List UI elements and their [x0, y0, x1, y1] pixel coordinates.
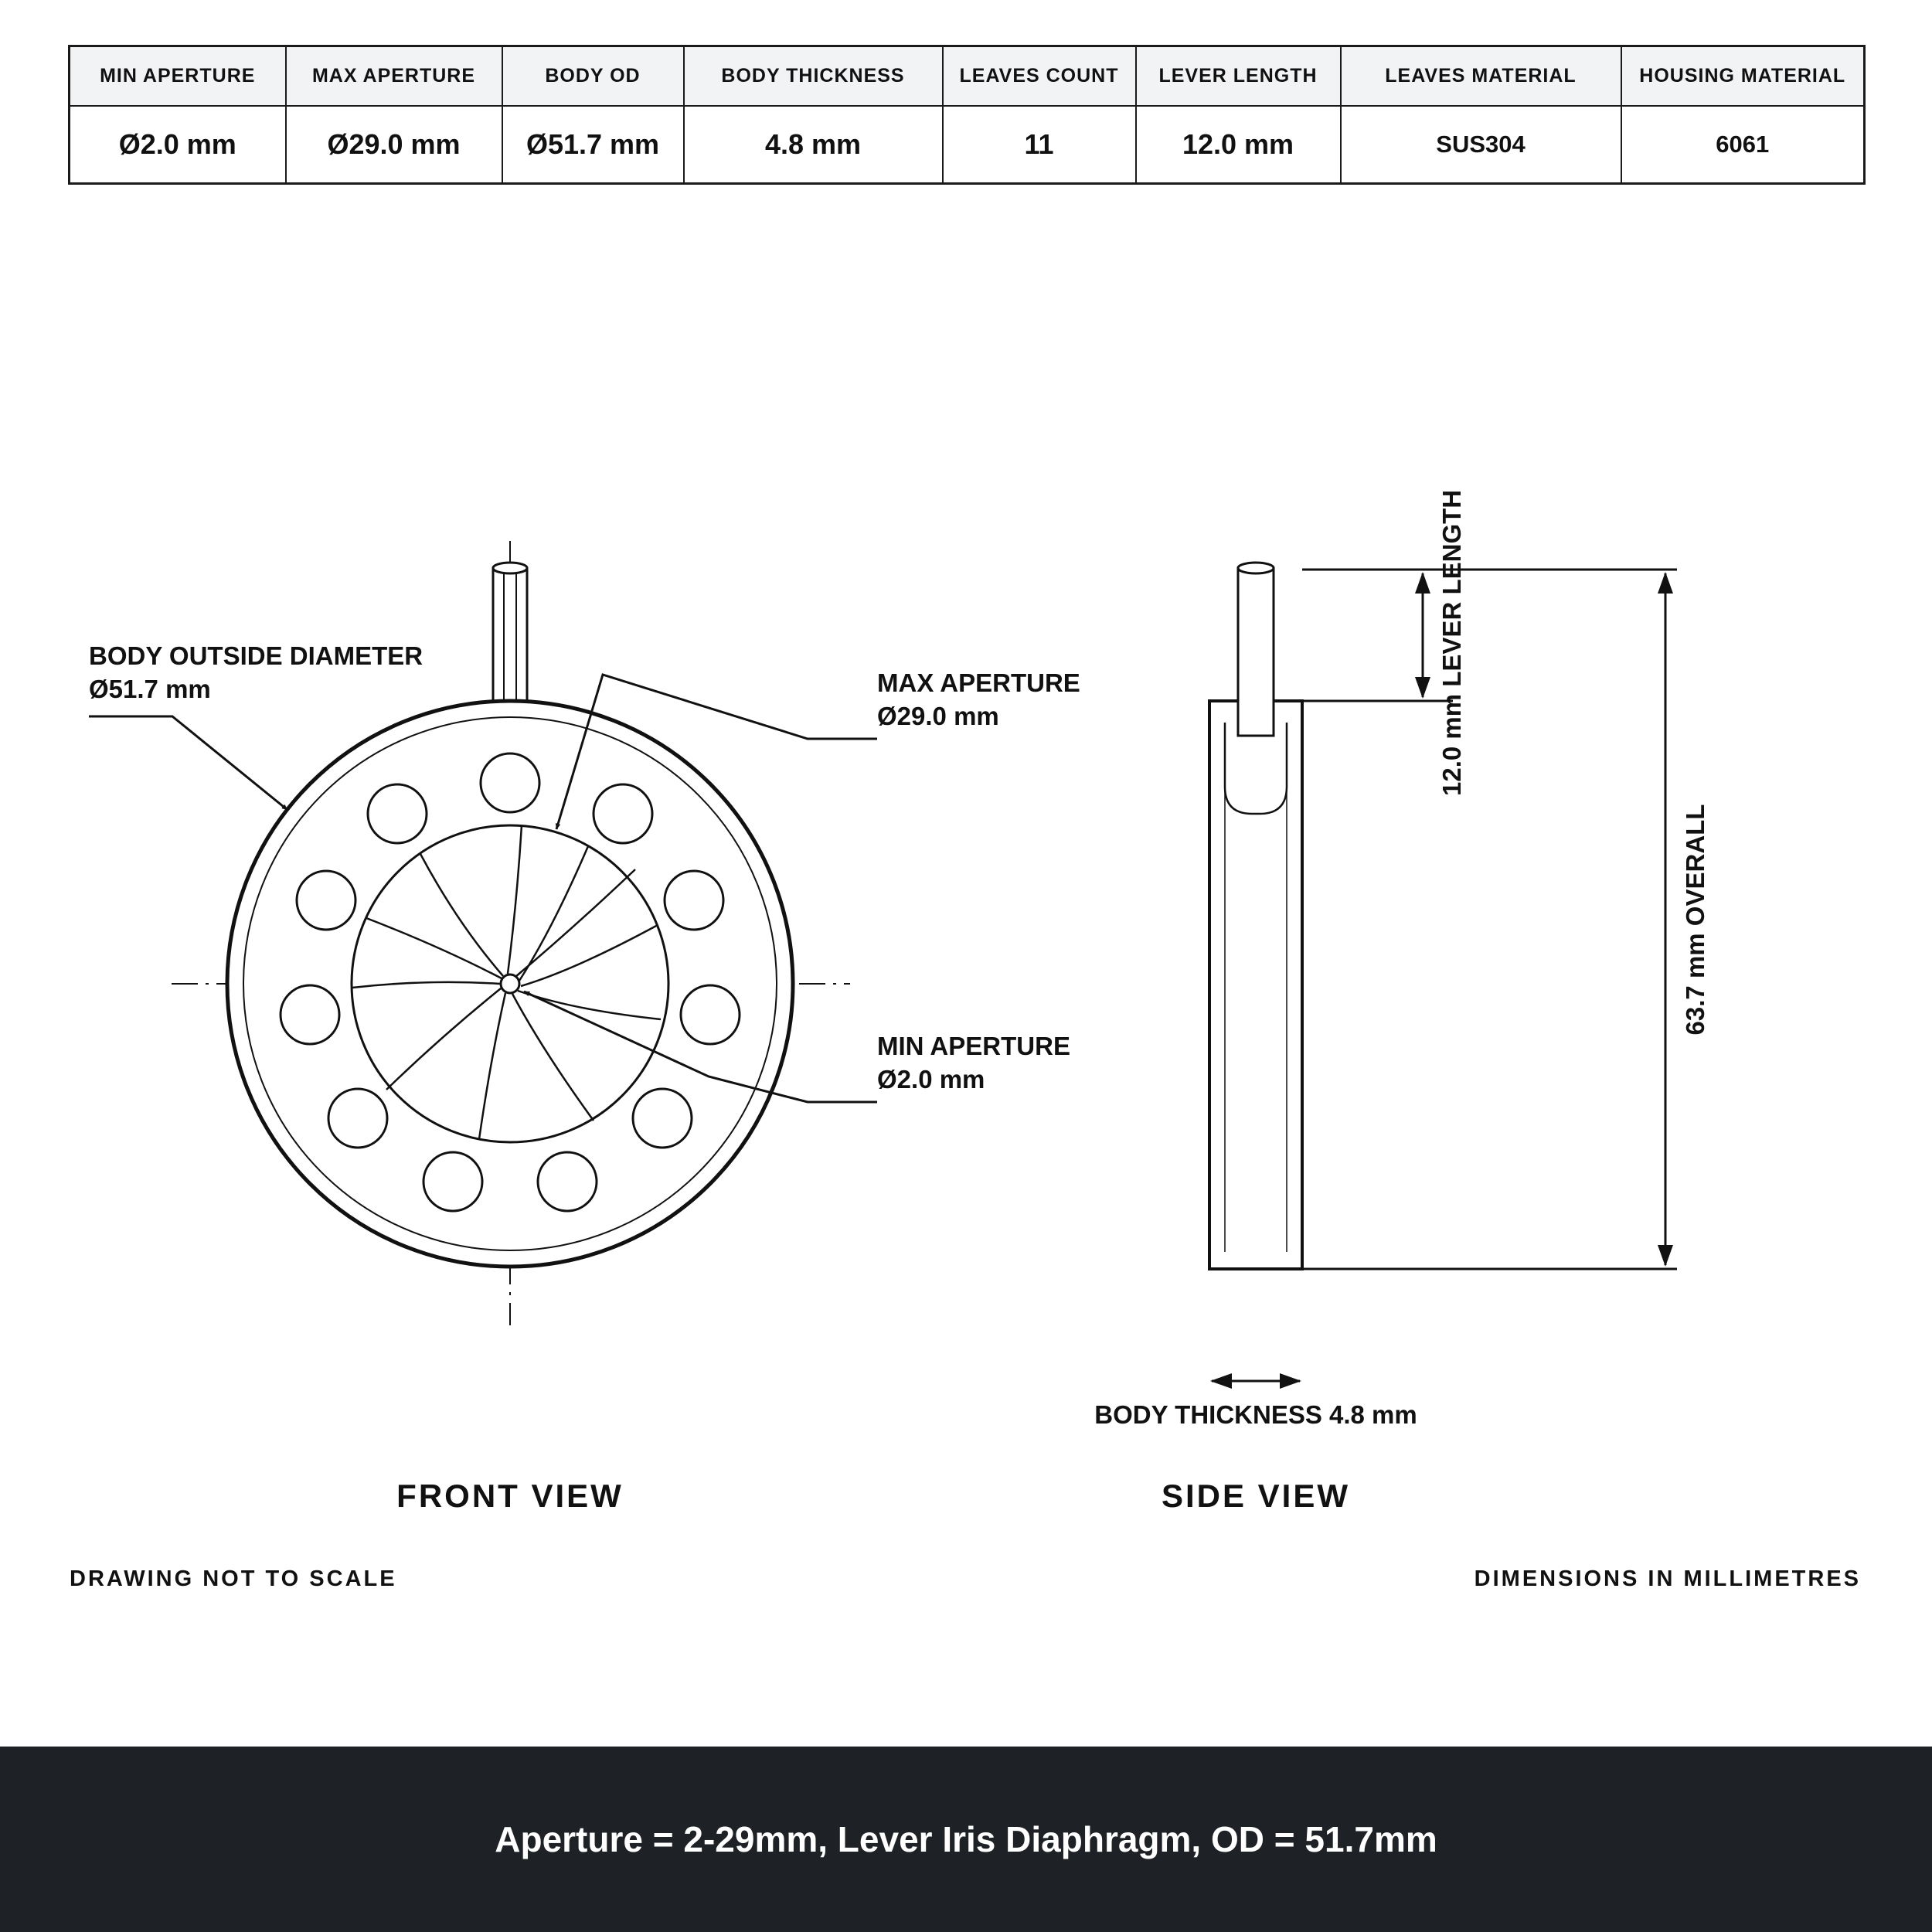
mounting-hole [665, 871, 723, 930]
mounting-hole [423, 1152, 482, 1211]
mounting-hole [368, 784, 427, 843]
mounting-hole [594, 784, 652, 843]
value-lever-length: 12.0 mm [1136, 106, 1341, 184]
scale-note: DRAWING NOT TO SCALE [70, 1566, 397, 1591]
header-housing-material: HOUSING MATERIAL [1621, 46, 1865, 107]
header-leaves-material: LEAVES MATERIAL [1341, 46, 1621, 107]
side-view-title: SIDE VIEW [1161, 1478, 1351, 1514]
value-min-aperture: Ø2.0 mm [70, 106, 286, 184]
min-aperture-circle [501, 975, 519, 993]
mounting-hole [681, 985, 740, 1044]
value-leaves-count: 11 [943, 106, 1136, 184]
body-od-value: Ø51.7 mm [89, 675, 211, 703]
value-body-thickness: 4.8 mm [684, 106, 943, 184]
mounting-hole [481, 753, 539, 812]
value-housing-material: 6061 [1621, 106, 1865, 184]
body-od-leader [89, 716, 287, 810]
header-min-aperture: MIN APERTURE [70, 46, 286, 107]
value-leaves-material: SUS304 [1341, 106, 1621, 184]
caption-text: Aperture = 2-29mm, Lever Iris Diaphragm, OD = 51.7mm [495, 1819, 1437, 1859]
header-body-thickness: BODY THICKNESS [684, 46, 943, 107]
mounting-hole [328, 1089, 387, 1148]
max-aperture-label: MAX APERTURE [877, 668, 1080, 697]
min-aperture-value: Ø2.0 mm [877, 1065, 985, 1094]
side-body-outline [1209, 701, 1302, 1269]
header-body-od: BODY OD [502, 46, 684, 107]
front-view [89, 541, 1080, 1514]
value-max-aperture: Ø29.0 mm [286, 106, 502, 184]
overall-dimension-text: 63.7 mm OVERALL [1681, 804, 1709, 1036]
body-thickness-dimension-text: BODY THICKNESS 4.8 mm [1094, 1400, 1417, 1429]
min-aperture-label: MIN APERTURE [877, 1032, 1070, 1060]
value-body-od: Ø51.7 mm [502, 106, 684, 184]
mounting-hole [297, 871, 355, 930]
header-max-aperture: MAX APERTURE [286, 46, 502, 107]
lever-pin [493, 563, 527, 701]
units-note: DIMENSIONS IN MILLIMETRES [1474, 1566, 1861, 1591]
lever-length-dimension-text: 12.0 mm LEVER LENGTH [1437, 489, 1466, 796]
caption-bar [0, 1747, 1932, 1932]
max-aperture-value: Ø29.0 mm [877, 702, 999, 730]
mounting-hole [633, 1089, 692, 1148]
mounting-hole [281, 985, 339, 1044]
header-lever-length: LEVER LENGTH [1136, 46, 1341, 107]
side-lever [1238, 563, 1274, 736]
header-leaves-count: LEAVES COUNT [943, 46, 1136, 107]
body-od-label: BODY OUTSIDE DIAMETER [89, 641, 423, 670]
side-view [1094, 490, 1709, 1514]
front-view-title: FRONT VIEW [396, 1478, 624, 1514]
mounting-hole [538, 1152, 597, 1211]
